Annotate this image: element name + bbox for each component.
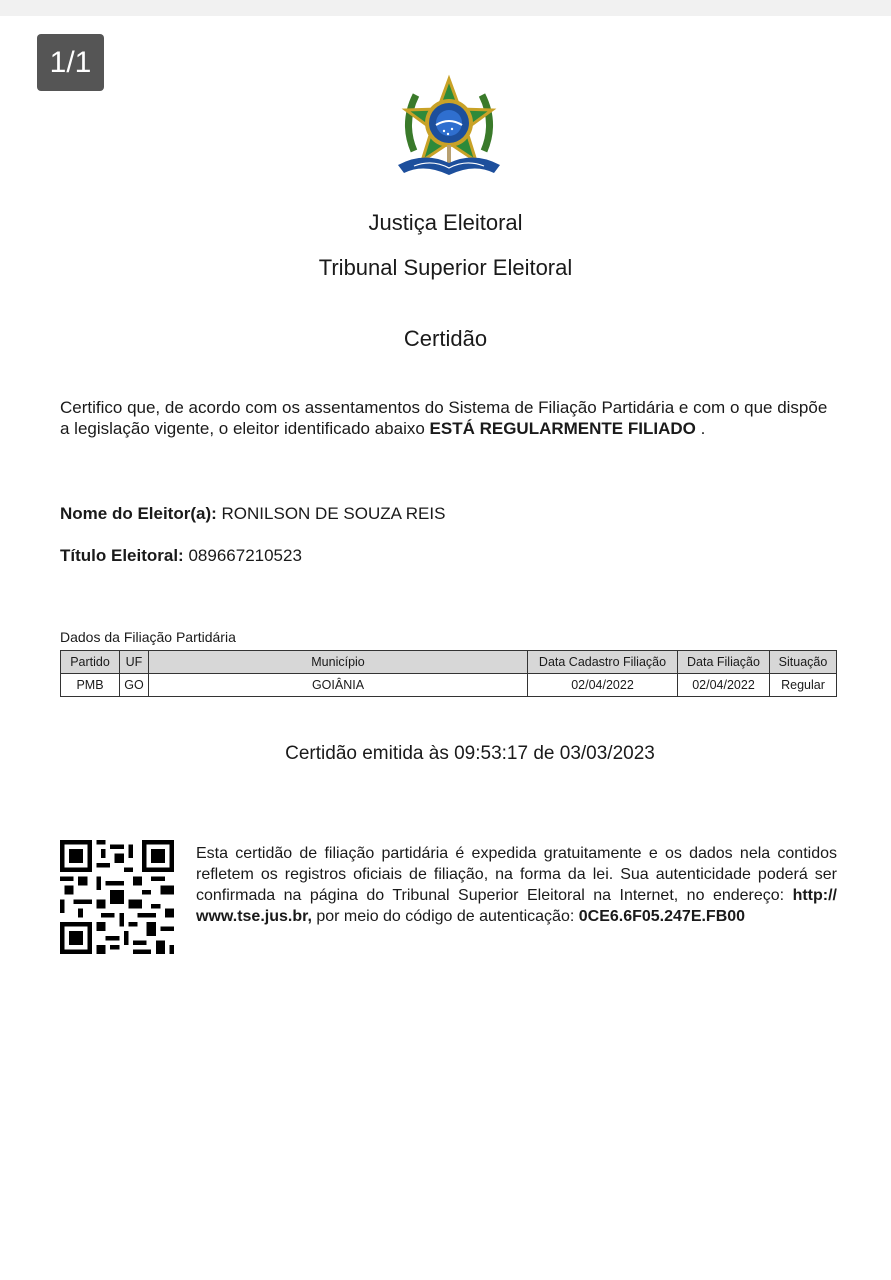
voter-name-value: RONILSON DE SOUZA REIS: [221, 504, 446, 523]
col-header-situacao: Situação: [770, 651, 837, 674]
voter-title-field: [60, 546, 302, 566]
voter-title-value: 089667210523: [188, 546, 302, 565]
document-title: Certidão: [403, 326, 488, 351]
tse-url: http:// www.tse.jus.br,: [196, 887, 837, 925]
affiliation-table: [60, 650, 837, 697]
qr-code-icon: [60, 840, 174, 954]
cell-uf: GO: [120, 674, 149, 697]
voter-name-field: [60, 504, 445, 524]
col-header-municipio: Município: [149, 651, 528, 674]
institution-name: Justiça Eleitoral: [368, 210, 523, 235]
issued-timestamp: Certidão emitida às 09:53:17 de 03/03/2023: [285, 743, 655, 764]
col-header-data-cadastro: Data Cadastro Filiação: [528, 651, 678, 674]
authenticity-notice: Esta certidão de filiação partidária é expedida gratuitamente e os dados nela contidos refletem os registros oficiais de filiação, na forma da lei. Sua autenticidade poderá ser confirmada na página do Tribunal Superior Eleitoral na Internet, no endereço: http:// www.tse.jus.br, por meio do código de autenticação: 0CE6.6F05.247E.FB00: [196, 845, 837, 925]
page-indicator: 1/1: [37, 34, 104, 91]
col-header-partido: Partido: [61, 651, 120, 674]
table-row: [61, 674, 837, 697]
voter-name-label: Nome do Eleitor(a):: [60, 504, 217, 523]
brazil-coat-of-arms-icon: [394, 73, 504, 183]
court-name: Tribunal Superior Eleitoral: [318, 255, 573, 280]
cell-partido: PMB: [61, 674, 120, 697]
table-header-row: [61, 651, 837, 674]
cell-data-filiacao: 02/04/2022: [678, 674, 770, 697]
cell-data-cadastro: 02/04/2022: [528, 674, 678, 697]
cell-municipio: GOIÂNIA: [149, 674, 528, 697]
cell-situacao: Regular: [770, 674, 837, 697]
viewer-top-bar: [0, 0, 891, 16]
col-header-uf: UF: [120, 651, 149, 674]
voter-title-label: Título Eleitoral:: [60, 546, 184, 565]
table-caption: Dados da Filiação Partidária: [60, 629, 236, 645]
authentication-code: 0CE6.6F05.247E.FB00: [578, 908, 746, 925]
certification-statement: Certifico que, de acordo com os assentamentos do Sistema de Filiação Partidária e com o que dispõe a legislação vigente, o eleitor identificado abaixo ESTÁ REGULARMENTE FILIADO .: [60, 398, 828, 438]
col-header-data-filiacao: Data Filiação: [678, 651, 770, 674]
status-emphasis: ESTÁ REGULARMENTE FILIADO: [429, 419, 696, 438]
